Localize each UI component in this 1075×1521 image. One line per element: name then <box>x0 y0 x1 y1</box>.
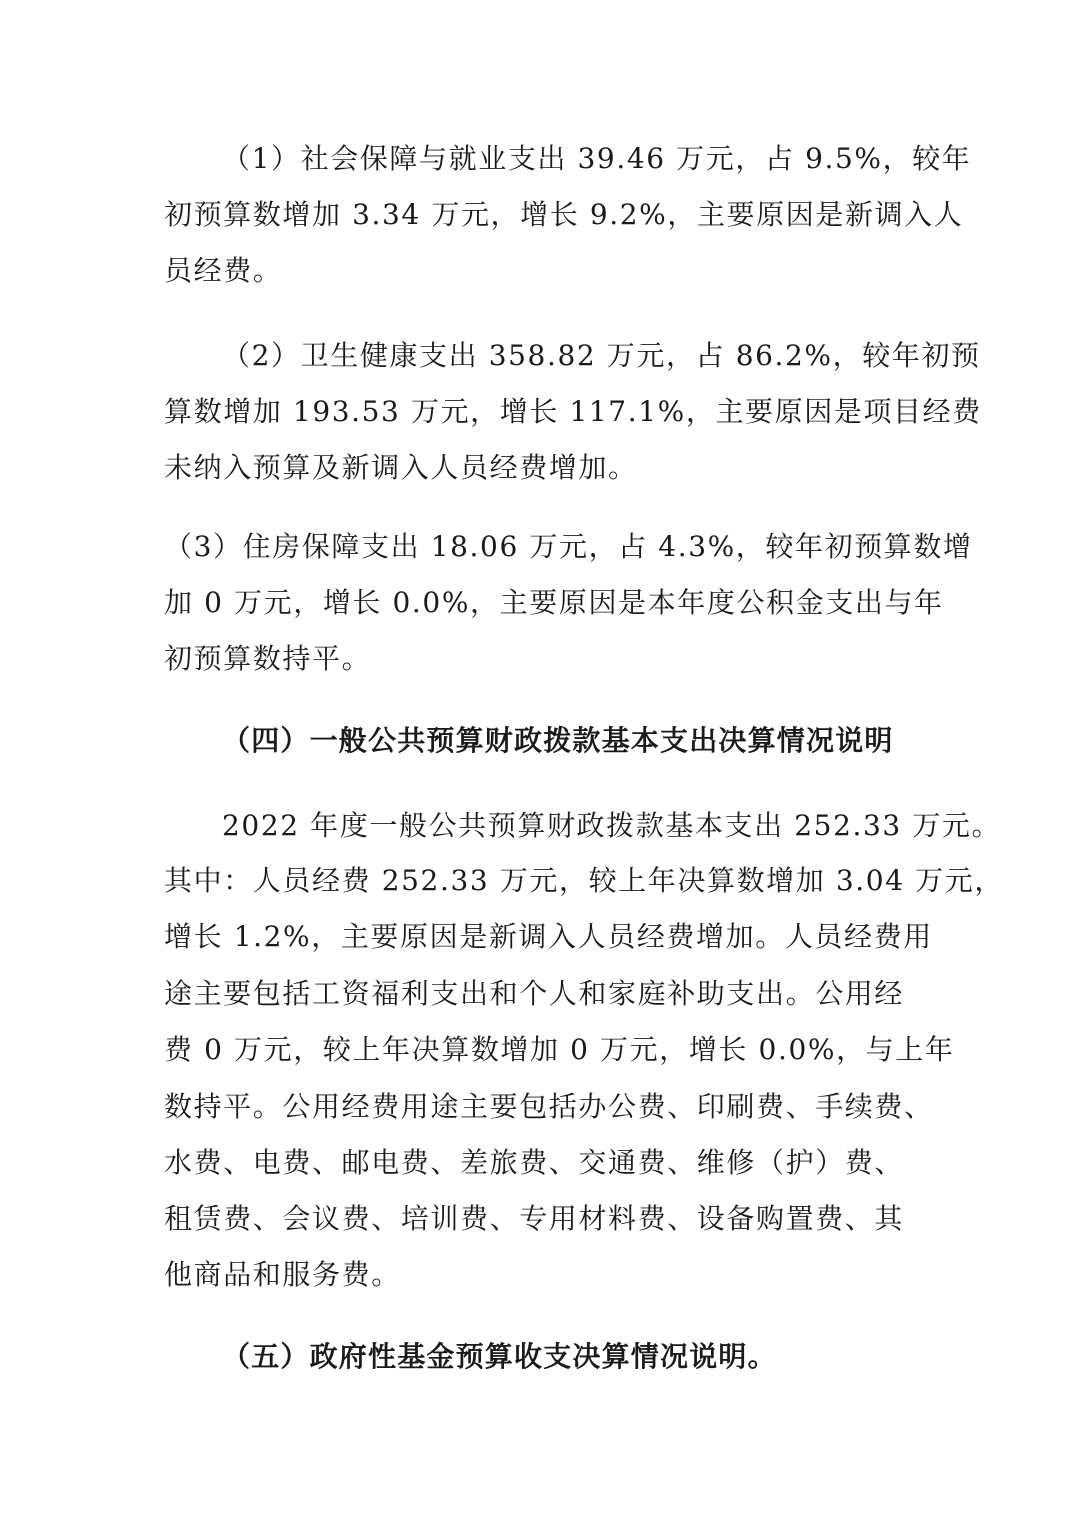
section-4-line-2: 其中：人员经费 252.33 万元，较上年决算数增加 3.04 万元， <box>164 864 1004 897</box>
section-4-line-3: 增长 1.2%，主要原因是新调入人员经费增加。人员经费用 <box>164 920 933 953</box>
item-1-line-2: 初预算数增加 3.34 万元，增长 9.2%，主要原因是新调入人 <box>164 198 964 231</box>
section-4-line-7: 水费、电费、邮电费、差旅费、交通费、维修（护）费、 <box>164 1146 905 1179</box>
item-1-line-1: （1）社会保障与就业支出 39.46 万元，占 9.5%，较年 <box>222 142 972 175</box>
section-4-line-6: 数持平。公用经费用途主要包括办公费、印刷费、手续费、 <box>164 1090 934 1123</box>
section-4-heading: （四）一般公共预算财政拨款基本支出决算情况说明 <box>222 724 894 757</box>
section-4-line-9: 他商品和服务费。 <box>164 1258 401 1291</box>
item-3-line-3: 初预算数持平。 <box>164 642 372 675</box>
section-4-line-4: 途主要包括工资福利支出和个人和家庭补助支出。公用经 <box>164 977 905 1010</box>
section-5-heading: （五）政府性基金预算收支决算情况说明。 <box>222 1340 777 1373</box>
section-4-line-5: 费 0 万元，较上年决算数增加 0 万元，增长 0.0%，与上年 <box>164 1033 955 1066</box>
item-2-line-3: 未纳入预算及新调入人员经费增加。 <box>164 451 638 484</box>
item-1-line-3: 员经费。 <box>164 254 283 287</box>
item-2-line-1: （2）卫生健康支出 358.82 万元，占 86.2%，较年初预 <box>222 339 981 372</box>
section-4-line-8: 租赁费、会议费、培训费、专用材料费、设备购置费、其 <box>164 1202 905 1235</box>
section-4-line-1: 2022 年度一般公共预算财政拨款基本支出 252.33 万元。 <box>222 809 1002 842</box>
item-3-line-1: （3）住房保障支出 18.06 万元，占 4.3%，较年初预算数增 <box>164 530 973 563</box>
item-3-line-2: 加 0 万元，增长 0.0%，主要原因是本年度公积金支出与年 <box>164 586 944 619</box>
item-2-line-2: 算数增加 193.53 万元，增长 117.1%，主要原因是项目经费 <box>164 395 982 428</box>
